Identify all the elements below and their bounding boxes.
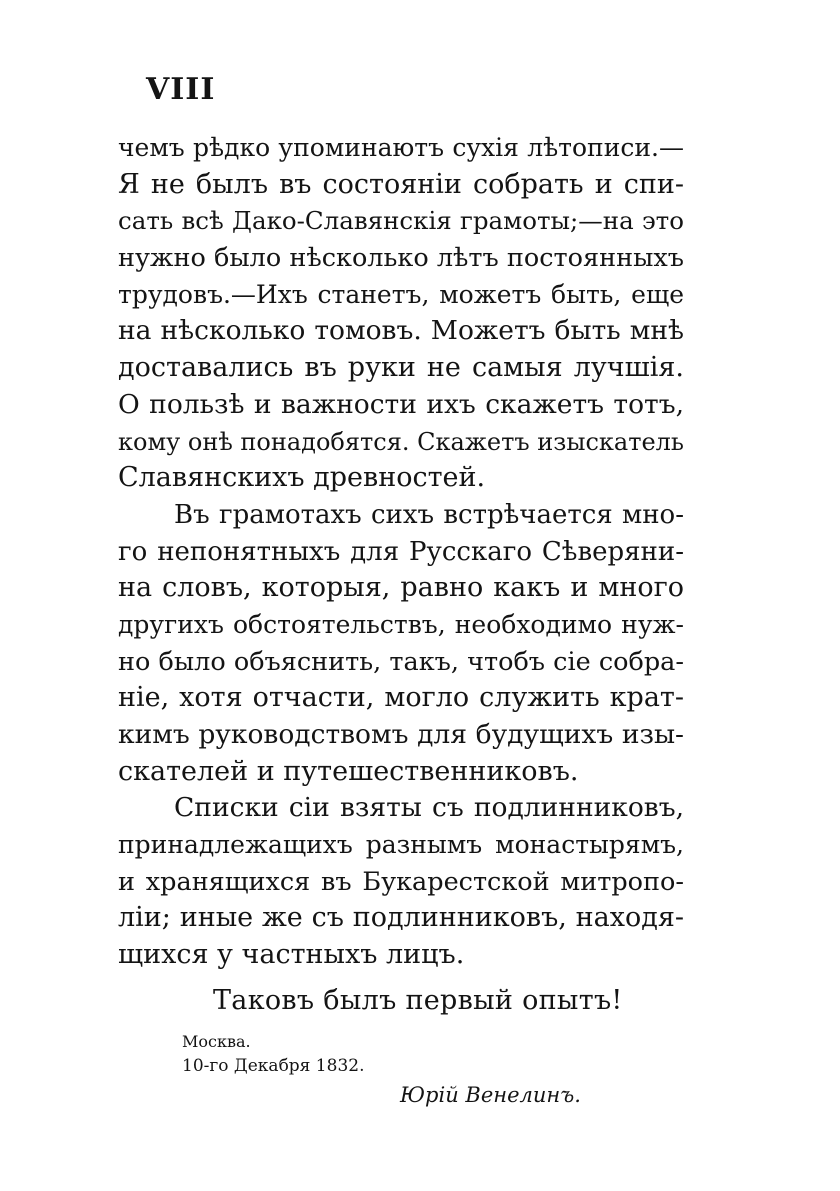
text-line: го непонятныхъ для Русскаго Сѣверяни- [118, 536, 684, 567]
text-line: ліи; иные же съ подлинниковъ, находя- [118, 902, 684, 934]
text-line: и хранящихся въ Букарестской митропо- [118, 866, 684, 897]
date-of-writing: 10-го Декабря 1832. [182, 1056, 365, 1076]
text-line: другихъ обстоятельствъ, необходимо нуж- [118, 609, 684, 639]
text-line: ніе, хотя отчасти, могло служить крат- [118, 682, 684, 714]
text-line: на нѣсколько томовъ. Можетъ быть мнѣ [118, 315, 684, 347]
text-line: чемъ рѣдко упоминаютъ сухія лѣтописи.— [118, 133, 684, 162]
paragraph [118, 130, 684, 497]
text-line: О пользѣ и важности ихъ скажетъ тотъ, [118, 388, 684, 420]
closing-line: Таковъ былъ первый опытъ! [213, 985, 623, 1016]
text-line: но было объяснить, такъ, чтобъ сіе собра- [118, 646, 684, 677]
text-line: сать всѣ Дако-Славянскія грамоты;—на это [118, 206, 684, 236]
text-line: доставались въ руки не самыя лучшія. [118, 352, 684, 384]
text-line: на словъ, которыя, равно какъ и много [118, 572, 684, 604]
text-line: Я не былъ въ состояніи собрать и спи- [118, 168, 684, 200]
body-text [118, 130, 684, 974]
author-signature: Юрій Венелинъ. [400, 1083, 581, 1107]
text-line: кому онѣ понадобятся. Скажетъ изыскатель [118, 427, 684, 456]
paragraph [118, 497, 684, 791]
text-line: скателей и путешественниковъ. [118, 755, 579, 787]
text-line: щихся у частныхъ лицъ. [118, 939, 465, 971]
text-line: Славянскихъ древностей. [118, 462, 486, 494]
text-line: кимъ руководствомъ для будущихъ изы- [118, 719, 684, 750]
text-line: Списки сіи взяты съ подлинниковъ, [174, 792, 684, 824]
place-of-writing: Москва. [182, 1032, 251, 1051]
page-number: VIII [146, 72, 216, 107]
paragraph [118, 790, 684, 973]
text-line: нужно было нѣсколько лѣтъ постоянныхъ [118, 243, 684, 274]
text-line: трудовъ.—Ихъ станетъ, можетъ быть, еще [118, 279, 684, 309]
text-line: принадлежащихъ разнымъ монастырямъ, [118, 830, 684, 860]
text-line: Въ грамотахъ сихъ встрѣчается мно- [174, 499, 684, 530]
